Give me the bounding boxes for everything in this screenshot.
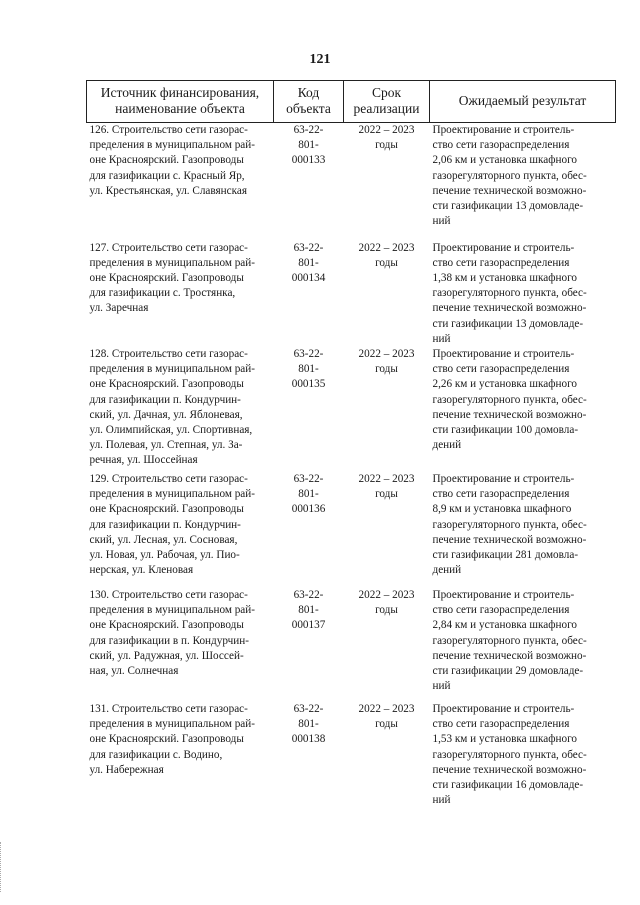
header-source-name: Источник финансирования, наименование объекта bbox=[87, 81, 274, 123]
row-expected-result: Проектирование и строитель- ство сети газораспределения 1,53 км и установка шкафного газорегуляторного пункта, обес- печение технической возможно- сти газификации 16 домовладе- ний bbox=[432, 702, 587, 807]
row-object-name: 127. Строительство сети газорас- пределения в муниципальном рай- оне Красноярский. Газопроводы для газификации с. Тростянка, ул. Заречная bbox=[89, 241, 255, 315]
header-period: Срок реализации bbox=[344, 81, 430, 123]
header-object-code: Код объекта bbox=[274, 81, 344, 123]
row-object-name: 128. Строительство сети газорас- пределения в муниципальном рай- оне Красноярский. Газопроводы для газификации п. Кондурчин- ский, ул. Дачная, ул. Яблоневая, ул. Олимпийская, ул. Спортивная, ул. Полевая, ул. Степная, ул. За- речная, ул. Шоссейная bbox=[89, 347, 255, 467]
row-period: 2022 – 2023 годы bbox=[358, 241, 415, 269]
row-expected-result: Проектирование и строитель- ство сети газораспределения 1,38 км и установка шкафного газорегуляторного пункта, обес- печение технической возможно- сти газификации 13 домовладе- ний bbox=[432, 241, 587, 345]
row-expected-result: Проектирование и строитель- ство сети газораспределения 2,26 км и установка шкафного газорегуляторного пункта, обес- печение технической возможно- сти газификации 100 домовла- дений bbox=[432, 347, 587, 452]
row-period: 2022 – 2023 годы bbox=[358, 347, 415, 376]
table-row bbox=[87, 347, 616, 472]
scan-margin-mark bbox=[0, 842, 7, 892]
table-row bbox=[87, 123, 616, 241]
investment-table bbox=[86, 80, 616, 812]
table-header-row bbox=[87, 81, 616, 123]
row-object-code: 63-22- 801- 000134 bbox=[291, 241, 326, 284]
row-object-code: 63-22- 801- 000137 bbox=[291, 588, 326, 632]
header-expected-result: Ожидаемый результат bbox=[430, 81, 616, 123]
table-row bbox=[87, 241, 616, 347]
row-period: 2022 – 2023 годы bbox=[358, 588, 415, 617]
table-row bbox=[87, 702, 616, 812]
row-period: 2022 – 2023 годы bbox=[358, 702, 415, 731]
row-object-code: 63-22- 801- 000136 bbox=[291, 472, 326, 516]
table-row bbox=[87, 472, 616, 588]
row-period: 2022 – 2023 годы bbox=[358, 124, 415, 152]
row-object-code: 63-22- 801- 000135 bbox=[291, 347, 326, 391]
row-object-code: 63-22- 801- 000133 bbox=[291, 124, 326, 167]
row-object-code: 63-22- 801- 000138 bbox=[291, 702, 326, 746]
row-object-name: 126. Строительство сети газорас- пределения в муниципальном рай- оне Красноярский. Газопроводы для газификации с. Красный Яр, ул. Крестьянская, ул. Славянская bbox=[89, 124, 255, 197]
row-period: 2022 – 2023 годы bbox=[358, 472, 415, 501]
row-object-name: 130. Строительство сети газорас- пределения в муниципальном рай- оне Красноярский. Газопроводы для газификации в п. Кондурчин- ский, ул. Радужная, ул. Шоссей- ная, ул. Солнечная bbox=[89, 588, 255, 677]
row-object-name: 129. Строительство сети газорас- пределения в муниципальном рай- оне Красноярский. Газопроводы для газификации п. Кондурчин- ский, ул. Лесная, ул. Сосновая, ул. Новая, ул. Рабочая, ул. Пио- нерская, ул. Кленовая bbox=[89, 472, 255, 577]
page-number: 121 bbox=[309, 52, 331, 67]
row-expected-result: Проектирование и строитель- ство сети газораспределения 2,06 км и установка шкафного газорегуляторного пункта, обес- печение технической возможно- сти газификации 13 домовладе- ний bbox=[432, 124, 587, 228]
row-expected-result: Проектирование и строитель- ство сети газораспределения 2,84 км и установка шкафного газорегуляторного пункта, обес- печение технической возможно- сти газификации 29 домовладе- ний bbox=[432, 588, 587, 693]
row-object-name: 131. Строительство сети газорас- пределения в муниципальном рай- оне Красноярский. Газопроводы для газификации с. Водино, ул. Набережная bbox=[89, 702, 255, 776]
table-row bbox=[87, 588, 616, 702]
row-expected-result: Проектирование и строитель- ство сети газораспределения 8,9 км и установка шкафного газорегуляторного пункта, обес- печение технической возможно- сти газификации 281 домовла- дений bbox=[432, 472, 587, 577]
